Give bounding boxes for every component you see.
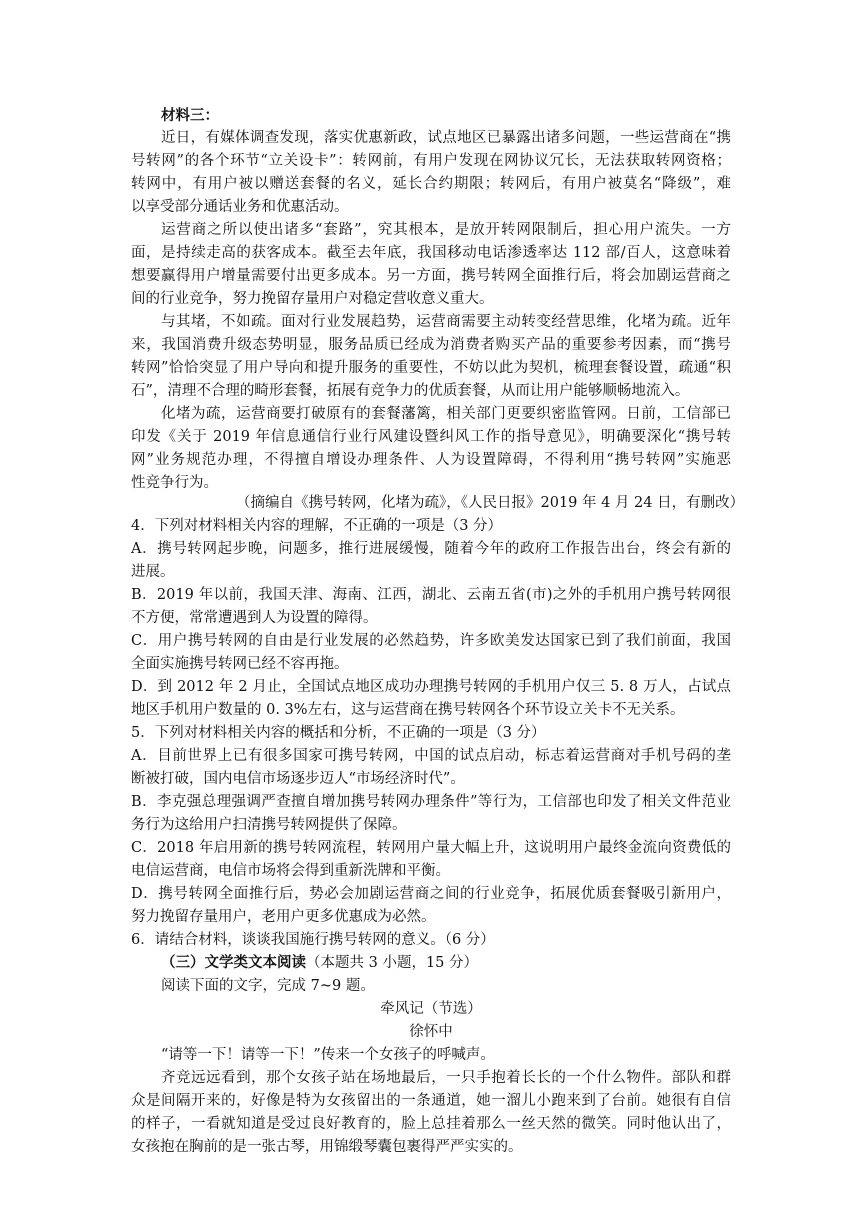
q4-option-d: D．到 2012 年 2 月止，全国试点地区成功办理携号转网的手机用户仅三 5. 8 万人，占试点 bbox=[131, 679, 731, 695]
paragraph-line: 来，我国消费升级态势明显，服务品质已经成为消费者购买产品的重要参考因素，而“携号 bbox=[131, 337, 731, 353]
q5-option-b: 务行为这给用户扫清携号转网提供了保障。 bbox=[131, 817, 407, 833]
paragraph-line: 石”，清理不合理的畸形套餐，拓展有竞争力的优质套餐，从而让用户能够顺畅地流入。 bbox=[131, 383, 690, 399]
q5-option-d: 努力挽留存量用户，老用户更多优惠成为必然。 bbox=[131, 909, 436, 925]
paragraph-line: 与其堵，不如疏。面对行业发展趋势，运营商需要主动转变经营思维，化堵为疏。近年 bbox=[161, 314, 731, 330]
paragraph-line: 运营商之所以使出诸多“套路”，究其根本，是放开转网限制后，担心用户流失。一方 bbox=[161, 222, 731, 238]
q4-option-a: 进展。 bbox=[131, 564, 175, 580]
q4-option-c: 全面实施携号转网已经不容再拖。 bbox=[131, 656, 349, 672]
story-line: 众是间隔开来的，好像是特为女孩留出的一条通道，她一溜儿小跑来到了台前。她很有自信 bbox=[131, 1093, 731, 1109]
story-title: 牵风记（节选） bbox=[380, 1001, 482, 1017]
paragraph-line: 面，是持续走高的获客成本。截至去年底，我国移动电话渗透率达 112 部/百人，这意味着 bbox=[131, 245, 731, 261]
q5-option-a: A．目前世界上已有很多国家可携号转网，中国的试点启动，标志着运营商对手机号码的垄 bbox=[131, 748, 731, 764]
q4-option-c: C．用户携号转网的自由是行业发展的必然趋势，许多欧美发达国家已到了我们前面，我国 bbox=[131, 633, 731, 649]
q5-option-a: 断被打破，国内电信市场逐步迈人“市场经济时代”。 bbox=[131, 771, 465, 787]
question-6-stem: 6．请结合材料，谈谈我国施行携号转网的意义。（6 分） bbox=[131, 932, 495, 948]
q4-option-b: B．2019 年以前，我国天津、海南、江西，湖北、云南五省(市)之外的手机用户携号转网很 bbox=[131, 587, 731, 603]
question-5-stem: 5．下列对材料相关内容的概括和分析，不正确的一项是（3 分） bbox=[131, 725, 546, 741]
section-heading: 材料三： bbox=[161, 107, 219, 124]
story-line: “请等一下！请等一下！”传来一个女孩子的呼喊声。 bbox=[161, 1047, 495, 1063]
q4-option-b: 不方便，常常遭遇到人为设置的障得。 bbox=[131, 610, 378, 626]
q5-option-b: B．李克强总理强调严查擅自增加携号转网办理条件”等行为，工信部也印发了相关文件范业 bbox=[131, 794, 731, 810]
paragraph-line: 印发《关于 2019 年信息通信行业行风建设暨纠风工作的指导意见》，明确要深化“携号转 bbox=[131, 429, 731, 445]
paragraph-line: 以享受部分通话业务和优惠活动。 bbox=[131, 199, 349, 215]
paragraph-line: 间的行业竞争，努力挽留存量用户对稳定营收意义重大。 bbox=[131, 291, 494, 307]
story-line: 女孩抱在胸前的是一张古琴，用锦缎琴囊包裹得严严实实的。 bbox=[131, 1139, 523, 1155]
paragraph-line: 化堵为疏，运营商要打破原有的套餐藩篱，相关部门更要织密监管网。日前，工信部已 bbox=[161, 406, 731, 422]
story-line: 齐竞远远看到，那个女孩子站在场地最后，一只手抱着长长的一个什么物件。部队和群 bbox=[161, 1070, 731, 1086]
paragraph-line: 近日，有媒体调查发现，落实优惠新政，试点地区已暴露出诸多问题，一些运营商在“携 bbox=[161, 130, 731, 146]
q4-option-d: 地区手机用户数量的 0. 3%左右，这与运营商在携号转网各个环节设立关卡不无关系。 bbox=[131, 702, 685, 718]
section-3-title: （三）文学类文本阅读 bbox=[161, 954, 306, 971]
paragraph-line: 转网”恰恰突显了用户导向和提升服务的重要性，不妨以此为契机，梳理套餐设置，疏通“积 bbox=[131, 360, 731, 376]
q5-option-d: D．携号转网全面推行后，势必会加剧运营商之间的行业竞争，拓展优质套餐吸引新用户， bbox=[131, 886, 731, 902]
reading-instruction: 阅读下面的文字，完成 7~9 题。 bbox=[161, 978, 375, 994]
section-3-heading bbox=[161, 952, 731, 974]
story-author: 徐怀中 bbox=[409, 1024, 453, 1040]
question-4-stem: 4．下列对材料相关内容的理解，不正确的一项是（3 分） bbox=[131, 518, 503, 534]
q4-option-a: A．携号转网起步晚，问题多，推行进展缓慢，随着今年的政府工作报告出台，终会有新的 bbox=[131, 541, 731, 557]
paragraph-line: 转网中，有用户被以赠送套餐的名义，延长合约期限；转网后，有用户被莫名“降级”，难 bbox=[131, 176, 731, 192]
source-citation: （摘编自《携号转网，化堵为疏》，《人民日报》2019 年 4 月 24 日，有删改） bbox=[236, 495, 745, 511]
paragraph-line: 网”业务规范办理，不得擅自增设办理条件、人为设置障碍，不得利用“携号转网”实施恶 bbox=[131, 452, 731, 468]
paragraph-line: 号转网”的各个环节“立关设卡”：转网前，有用户发现在网协议冗长，无法获取转网资格； bbox=[131, 153, 731, 169]
paragraph-line: 想要赢得用户增量需要付出更多成本。另一方面，携号转网全面推行后，将会加剧运营商之 bbox=[131, 268, 731, 284]
section-3-note: （本题共 3 小题，15 分） bbox=[306, 955, 479, 971]
q5-option-c: 电信运营商，电信市场将会得到重新洗牌和平衡。 bbox=[131, 863, 450, 879]
paragraph-line: 性竞争行为。 bbox=[131, 475, 218, 491]
q5-option-c: C．2018 年启用新的携号转网流程，转网用户量大幅上升，这说明用户最终金流向资费低的 bbox=[131, 840, 731, 856]
story-line: 的样子，一看就知道是受过良好教育的，脸上总挂着那么一丝天然的微笑。同时他认出了， bbox=[131, 1116, 731, 1132]
